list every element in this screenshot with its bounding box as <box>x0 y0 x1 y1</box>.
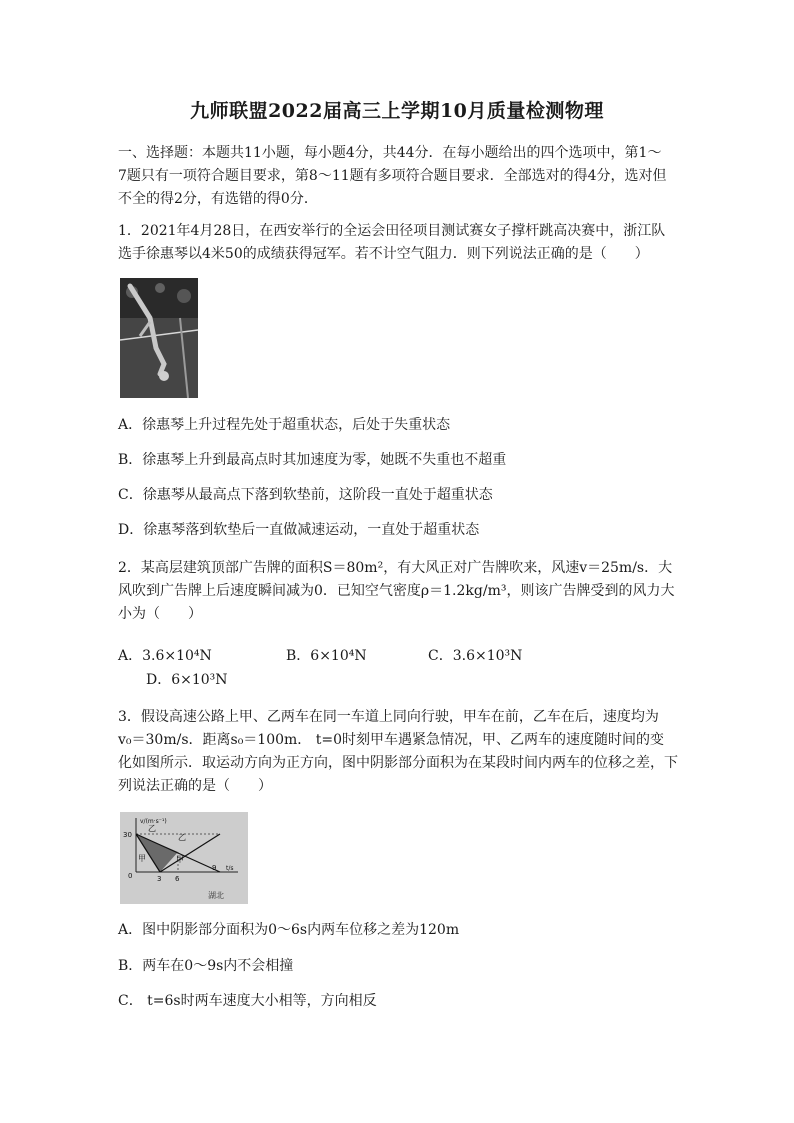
yi-label-top: 乙 <box>148 824 156 833</box>
q1-option-c: C．徐惠琴从最高点下落到软垫前，这阶段一直处于超重状态 <box>118 487 493 503</box>
v0-tick: 30 <box>123 831 132 839</box>
question-2-stem <box>118 557 678 626</box>
velocity-time-graph <box>120 812 248 904</box>
q2-option-d: D．6×10³N <box>146 672 228 688</box>
yi-label-right: 乙 <box>178 833 186 842</box>
t6-tick: 6 <box>175 875 180 883</box>
jia-label-left: 甲 <box>138 854 146 863</box>
question-line: 小为（ ） <box>118 606 202 622</box>
q2-option-c: C．3.6×10³N <box>428 648 523 664</box>
q1-option-a: A．徐惠琴上升过程先处于超重状态，后处于失重状态 <box>118 417 451 433</box>
instruction-line: 不全的得2分，有选错的得0分． <box>118 191 318 207</box>
v-axis-label: v/(m·s⁻¹) <box>140 818 167 825</box>
jia-label-right: 甲 <box>176 855 184 864</box>
t-axis-label: t/s <box>226 865 234 872</box>
q1-option-d: D．徐惠琴落到软垫后一直做减速运动，一直处于超重状态 <box>118 522 480 538</box>
question-line: 选手徐惠琴以4米50的成绩获得冠军。若不计空气阻力．则下列说法正确的是（ ） <box>118 246 649 262</box>
question-line: v₀＝30m/s．距离s₀＝100m． t=0时刻甲车遇紧急情况，甲、乙两车的速度随时间的变 <box>118 732 665 748</box>
page-title: 九师联盟2022届高三上学期10月质量检测物理 <box>190 100 604 122</box>
q2-option-b: B．6×10⁴N <box>286 648 367 664</box>
q1-option-b: B．徐惠琴上升到最高点时其加速度为零，她既不失重也不超重 <box>118 452 507 468</box>
instruction-line: 7题只有一项符合题目要求，第8～11题有多项符合题目要求．全部选对的得4分，选对但 <box>118 168 667 184</box>
q3-option-a: A．图中阴影部分面积为0～6s内两车位移之差为120m <box>118 922 460 938</box>
question-line: 化如图所示．取运动方向为正方向，图中阴影部分面积为在某段时间内两车的位移之差，下 <box>118 755 678 771</box>
question-line: 列说法正确的是（ ） <box>118 778 272 794</box>
pole-vault-photo <box>120 278 198 398</box>
vt-graph-svg <box>120 812 248 904</box>
question-line: 1．2021年4月28日，在西安举行的全运会田径项目测试赛女子撑杆跳高决赛中，浙江队 <box>118 223 666 239</box>
q3-option-c: C． t=6s时两车速度大小相等，方向相反 <box>118 993 377 1009</box>
q2-options-row <box>118 646 678 666</box>
question-line: 3．假设高速公路上甲、乙两车在同一车道上同向行驶，甲车在前，乙车在后，速度均为 <box>118 709 659 725</box>
watermark-text: 湖北 <box>208 891 224 900</box>
t3-tick: 3 <box>157 875 162 883</box>
origin-label: 0 <box>128 872 133 880</box>
question-line: 2．某高层建筑顶部广告牌的面积S＝80m²，有大风正对广告牌吹来，风速v＝25m/s．大 <box>118 560 673 576</box>
question-line: 风吹到广告牌上后速度瞬间减为0．已知空气密度ρ＝1.2kg/m³，则该广告牌受到的风力大 <box>118 583 675 599</box>
t9-tick: 9 <box>212 864 217 872</box>
pole-vault-image <box>120 278 198 398</box>
q3-option-b: B．两车在0～9s内不会相撞 <box>118 958 294 974</box>
q2-option-a: A．3.6×10⁴N <box>118 648 212 664</box>
question-3-stem <box>118 706 678 798</box>
question-1-stem <box>118 220 678 266</box>
section-instructions <box>118 142 678 211</box>
instruction-line: 一、选择题：本题共11小题，每小题4分，共44分．在每小题给出的四个选项中，第1～ <box>118 145 662 161</box>
